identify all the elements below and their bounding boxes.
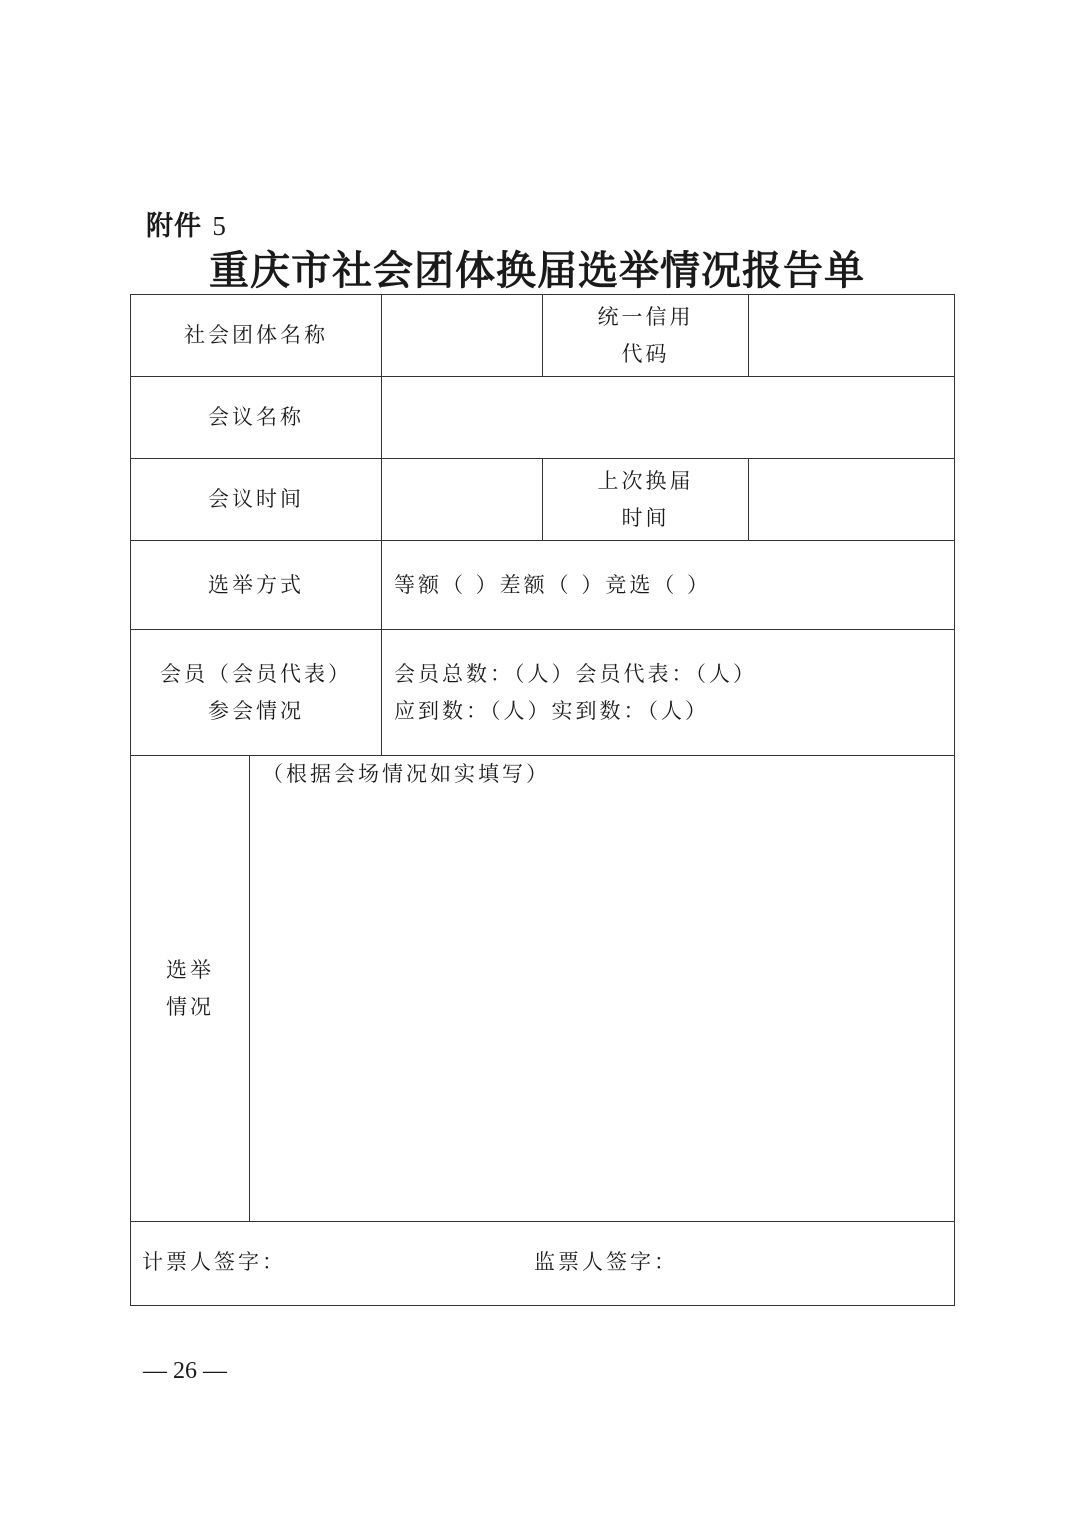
meeting-name-label: 会议名称 — [208, 405, 304, 429]
attachment-number: 5 — [212, 211, 227, 241]
page-title: 重庆市社会团体换届选举情况报告单 — [209, 247, 865, 294]
attendance-label-cell — [130, 629, 382, 756]
credit-code-field[interactable] — [748, 294, 955, 377]
election-situation-label-cell — [130, 755, 250, 1222]
election-method-label: 选举方式 — [208, 572, 304, 597]
attendance-line2: 应到数：（人）实到数：（人） — [394, 698, 709, 723]
election-situation-label-line2: 情况 — [166, 994, 214, 1019]
last-term-label-line2: 时间 — [621, 505, 670, 530]
attendance-field[interactable] — [381, 629, 955, 756]
org-name-label-cell — [130, 294, 382, 377]
election-situation-hint: （根据会场情况如实填写） — [262, 762, 550, 786]
counter-signature-label: 计票人签字： — [142, 1250, 286, 1274]
attachment-text: 附件 — [146, 211, 202, 242]
org-name-field[interactable] — [381, 294, 543, 377]
credit-code-label-line2: 代码 — [621, 341, 670, 366]
last-term-label-cell — [542, 458, 749, 541]
meeting-name-label-cell — [130, 376, 382, 459]
attendance-label-line2: 参会情况 — [208, 698, 304, 723]
election-method-field[interactable] — [381, 540, 955, 630]
supervisor-signature-label: 监票人签字： — [534, 1250, 678, 1274]
last-term-field[interactable] — [748, 458, 955, 541]
election-method-options: 等额（ ）差额（ ）竞选（ ） — [394, 572, 712, 597]
meeting-name-field[interactable] — [381, 376, 955, 459]
meeting-time-field[interactable] — [381, 458, 543, 541]
credit-code-label-cell — [542, 294, 749, 377]
attendance-label-line1: 会员（会员代表） — [160, 661, 352, 686]
election-situation-label-line1: 选举 — [166, 957, 214, 982]
attendance-line1: 会员总数：（人）会员代表：（人） — [394, 661, 757, 686]
page-number: — 26 — — [143, 1358, 227, 1384]
election-situation-field[interactable] — [249, 755, 955, 1222]
election-method-label-cell — [130, 540, 382, 630]
org-name-label: 社会团体名称 — [184, 323, 328, 347]
meeting-time-label-cell — [130, 458, 382, 541]
meeting-time-label: 会议时间 — [208, 487, 304, 511]
credit-code-label-line1: 统一信用 — [597, 304, 694, 329]
last-term-label-line1: 上次换届 — [597, 468, 694, 493]
report-form — [130, 294, 955, 1306]
attachment-label — [146, 204, 227, 243]
